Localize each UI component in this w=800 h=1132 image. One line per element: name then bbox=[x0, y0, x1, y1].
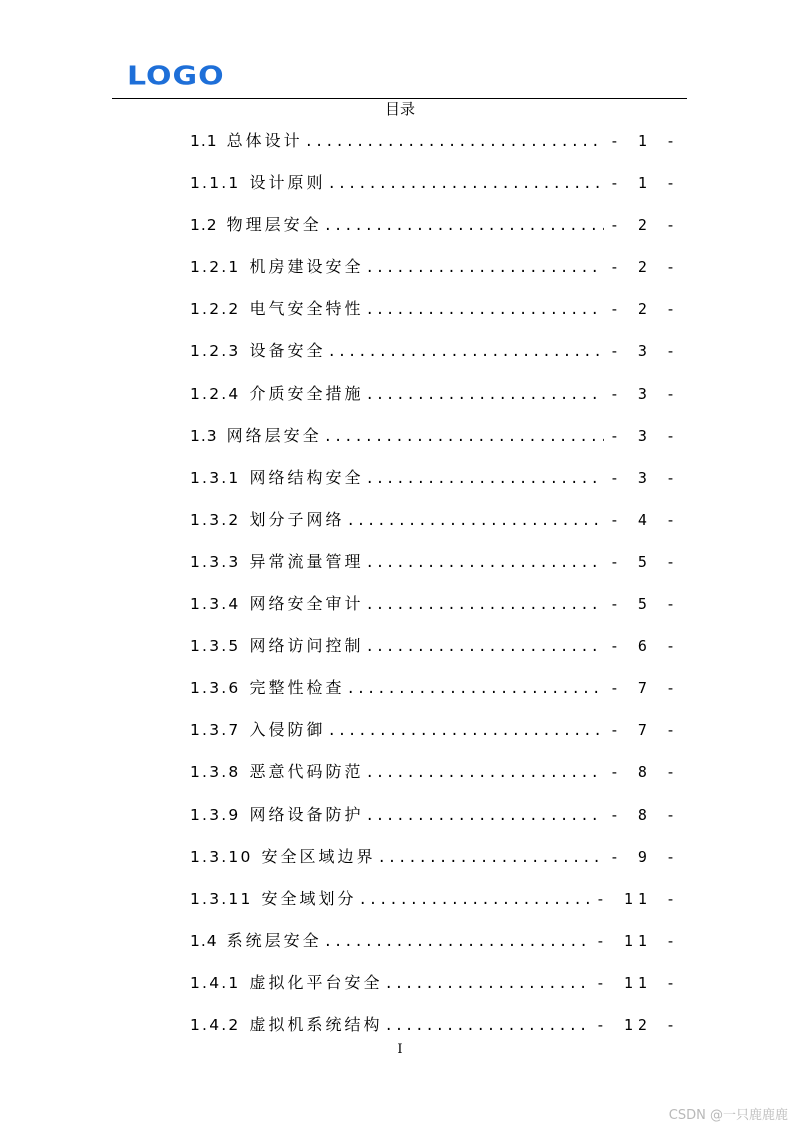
toc-dot-leader bbox=[327, 720, 603, 742]
toc-entry-number: 1.1.1 bbox=[190, 174, 241, 193]
toc-entry-number: 1.3.7 bbox=[190, 721, 241, 740]
toc-entry-title: 网络安全审计 bbox=[249, 594, 364, 614]
toc-dot-leader bbox=[324, 426, 604, 448]
toc-entry-page: - 3 - bbox=[609, 468, 680, 487]
toc-entry-title: 虚拟化平台安全 bbox=[249, 972, 383, 992]
toc-entry[interactable] bbox=[190, 635, 680, 677]
toc-entry[interactable] bbox=[190, 677, 680, 719]
toc-entry-title: 系统层安全 bbox=[226, 930, 322, 950]
toc-entry-title: 入侵防御 bbox=[249, 720, 326, 740]
toc-entry-number: 1.3.11 bbox=[190, 889, 253, 908]
toc-dot-leader bbox=[324, 215, 604, 237]
toc-dot-leader bbox=[378, 847, 604, 869]
toc-entry-page: - 5 - bbox=[609, 595, 680, 614]
toc-entry-page: - 11 - bbox=[595, 973, 680, 992]
toc-dot-leader bbox=[327, 341, 603, 363]
toc-entry[interactable] bbox=[190, 719, 680, 761]
toc-entry-title: 安全区域边界 bbox=[261, 846, 376, 866]
toc-dot-leader bbox=[324, 931, 590, 953]
logo: LOGO bbox=[127, 61, 225, 92]
toc-entry-page: - 1 - bbox=[609, 132, 680, 150]
toc-entry[interactable] bbox=[190, 551, 680, 593]
toc-entry-page: - 12 - bbox=[595, 1015, 680, 1034]
toc-entry-title: 虚拟机系统结构 bbox=[249, 1014, 383, 1034]
toc-entry-title: 设备安全 bbox=[249, 341, 326, 361]
toc-entry-title: 总体设计 bbox=[226, 131, 303, 150]
toc-entry-title: 划分子网络 bbox=[249, 509, 345, 529]
toc-entry-page: - 7 - bbox=[609, 721, 680, 740]
toc-entry[interactable] bbox=[190, 172, 680, 214]
toc-entry[interactable] bbox=[190, 972, 680, 1014]
toc-entry-page: - 4 - bbox=[609, 510, 680, 529]
toc-entry-title: 物理层安全 bbox=[226, 215, 322, 235]
toc-dot-leader bbox=[327, 173, 603, 195]
toc-dot-leader bbox=[365, 552, 603, 574]
toc-entry-number: 1.2 bbox=[190, 216, 218, 235]
toc-entry-title: 恶意代码防范 bbox=[249, 762, 364, 782]
toc-entry-title: 电气安全特性 bbox=[249, 299, 364, 319]
watermark: CSDN @一只鹿鹿鹿 bbox=[668, 1108, 788, 1123]
toc-entry-number: 1.2.2 bbox=[190, 300, 241, 319]
toc-entry[interactable] bbox=[190, 130, 680, 172]
toc-entry[interactable] bbox=[190, 930, 680, 972]
toc-dot-leader bbox=[365, 257, 603, 279]
toc-dot-leader bbox=[346, 510, 603, 532]
toc-entry-page: - 8 - bbox=[609, 805, 680, 824]
toc-entry-number: 1.3.2 bbox=[190, 510, 241, 529]
toc-entry[interactable] bbox=[190, 761, 680, 803]
toc-entry[interactable] bbox=[190, 340, 680, 382]
toc-entry-page: - 6 - bbox=[609, 637, 680, 656]
toc-entry-number: 1.1 bbox=[190, 132, 218, 150]
toc-entry-title: 网络层安全 bbox=[226, 425, 322, 445]
toc-entry-number: 1.2.4 bbox=[190, 384, 241, 403]
toc-title: 目录 bbox=[384, 100, 415, 118]
toc-entry-page: - 3 - bbox=[609, 384, 680, 403]
toc-dot-leader bbox=[365, 805, 603, 827]
toc-entry-number: 1.3.1 bbox=[190, 468, 241, 487]
toc-entry-title: 安全域划分 bbox=[261, 888, 357, 908]
toc-entry-page: - 3 - bbox=[609, 426, 680, 445]
toc-entry[interactable] bbox=[190, 214, 680, 256]
toc-entry-page: - 9 - bbox=[609, 847, 680, 866]
toc-entry-page: - 1 - bbox=[609, 174, 680, 193]
toc-entry-title: 机房建设安全 bbox=[249, 257, 364, 277]
toc-entry[interactable] bbox=[190, 593, 680, 635]
toc-entry-page: - 2 - bbox=[609, 258, 680, 277]
toc-entry-number: 1.2.3 bbox=[190, 342, 241, 361]
toc-dot-leader bbox=[365, 384, 603, 406]
toc-entry-number: 1.4.1 bbox=[190, 973, 241, 992]
toc-entry[interactable] bbox=[190, 425, 680, 467]
toc-dot-leader bbox=[346, 678, 603, 700]
toc-dot-leader bbox=[365, 636, 603, 658]
toc-dot-leader bbox=[365, 299, 603, 321]
toc-entry-page: - 2 - bbox=[609, 300, 680, 319]
toc-entry-number: 1.3 bbox=[190, 426, 218, 445]
toc-entry-number: 1.4.2 bbox=[190, 1015, 241, 1034]
toc-entry[interactable] bbox=[190, 804, 680, 846]
toc-entry-number: 1.3.10 bbox=[190, 847, 253, 866]
toc-dot-leader bbox=[365, 762, 603, 784]
toc-entry-title: 网络访问控制 bbox=[249, 636, 364, 656]
toc-entry-number: 1.3.3 bbox=[190, 552, 241, 571]
toc-entry-title: 介质安全措施 bbox=[249, 383, 364, 403]
toc-entry-page: - 3 - bbox=[609, 342, 680, 361]
toc-entry-number: 1.3.8 bbox=[190, 763, 241, 782]
toc-entry-number: 1.3.5 bbox=[190, 637, 241, 656]
toc-entry-page: - 11 - bbox=[595, 889, 680, 908]
table-of-contents bbox=[190, 130, 680, 1056]
toc-entry[interactable] bbox=[190, 509, 680, 551]
toc-entry-title: 网络结构安全 bbox=[249, 467, 364, 487]
toc-entry[interactable] bbox=[190, 467, 680, 509]
toc-dot-leader bbox=[359, 889, 590, 911]
toc-entry-page: - 2 - bbox=[609, 216, 680, 235]
toc-dot-leader bbox=[365, 594, 603, 616]
toc-entry-page: - 8 - bbox=[609, 763, 680, 782]
toc-entry-number: 1.3.6 bbox=[190, 679, 241, 698]
toc-entry[interactable] bbox=[190, 888, 680, 930]
toc-dot-leader bbox=[305, 131, 604, 153]
toc-dot-leader bbox=[384, 1015, 589, 1037]
toc-entry[interactable] bbox=[190, 383, 680, 425]
toc-entry-number: 1.2.1 bbox=[190, 258, 241, 277]
toc-entry-page: - 11 - bbox=[595, 931, 680, 950]
toc-entry-title: 网络设备防护 bbox=[249, 804, 364, 824]
page-number: I bbox=[397, 1042, 403, 1057]
toc-entry[interactable] bbox=[190, 256, 680, 298]
toc-entry-page: - 5 - bbox=[609, 552, 680, 571]
toc-entry-title: 完整性检查 bbox=[249, 678, 345, 698]
toc-dot-leader bbox=[384, 973, 589, 995]
toc-entry-number: 1.4 bbox=[190, 931, 218, 950]
toc-entry[interactable] bbox=[190, 298, 680, 340]
toc-dot-leader bbox=[365, 468, 603, 490]
toc-entry-page: - 7 - bbox=[609, 679, 680, 698]
toc-entry-title: 异常流量管理 bbox=[249, 551, 364, 571]
toc-entry[interactable] bbox=[190, 846, 680, 888]
toc-entry-number: 1.3.4 bbox=[190, 595, 241, 614]
toc-entry-title: 设计原则 bbox=[249, 173, 326, 193]
toc-entry-number: 1.3.9 bbox=[190, 805, 241, 824]
